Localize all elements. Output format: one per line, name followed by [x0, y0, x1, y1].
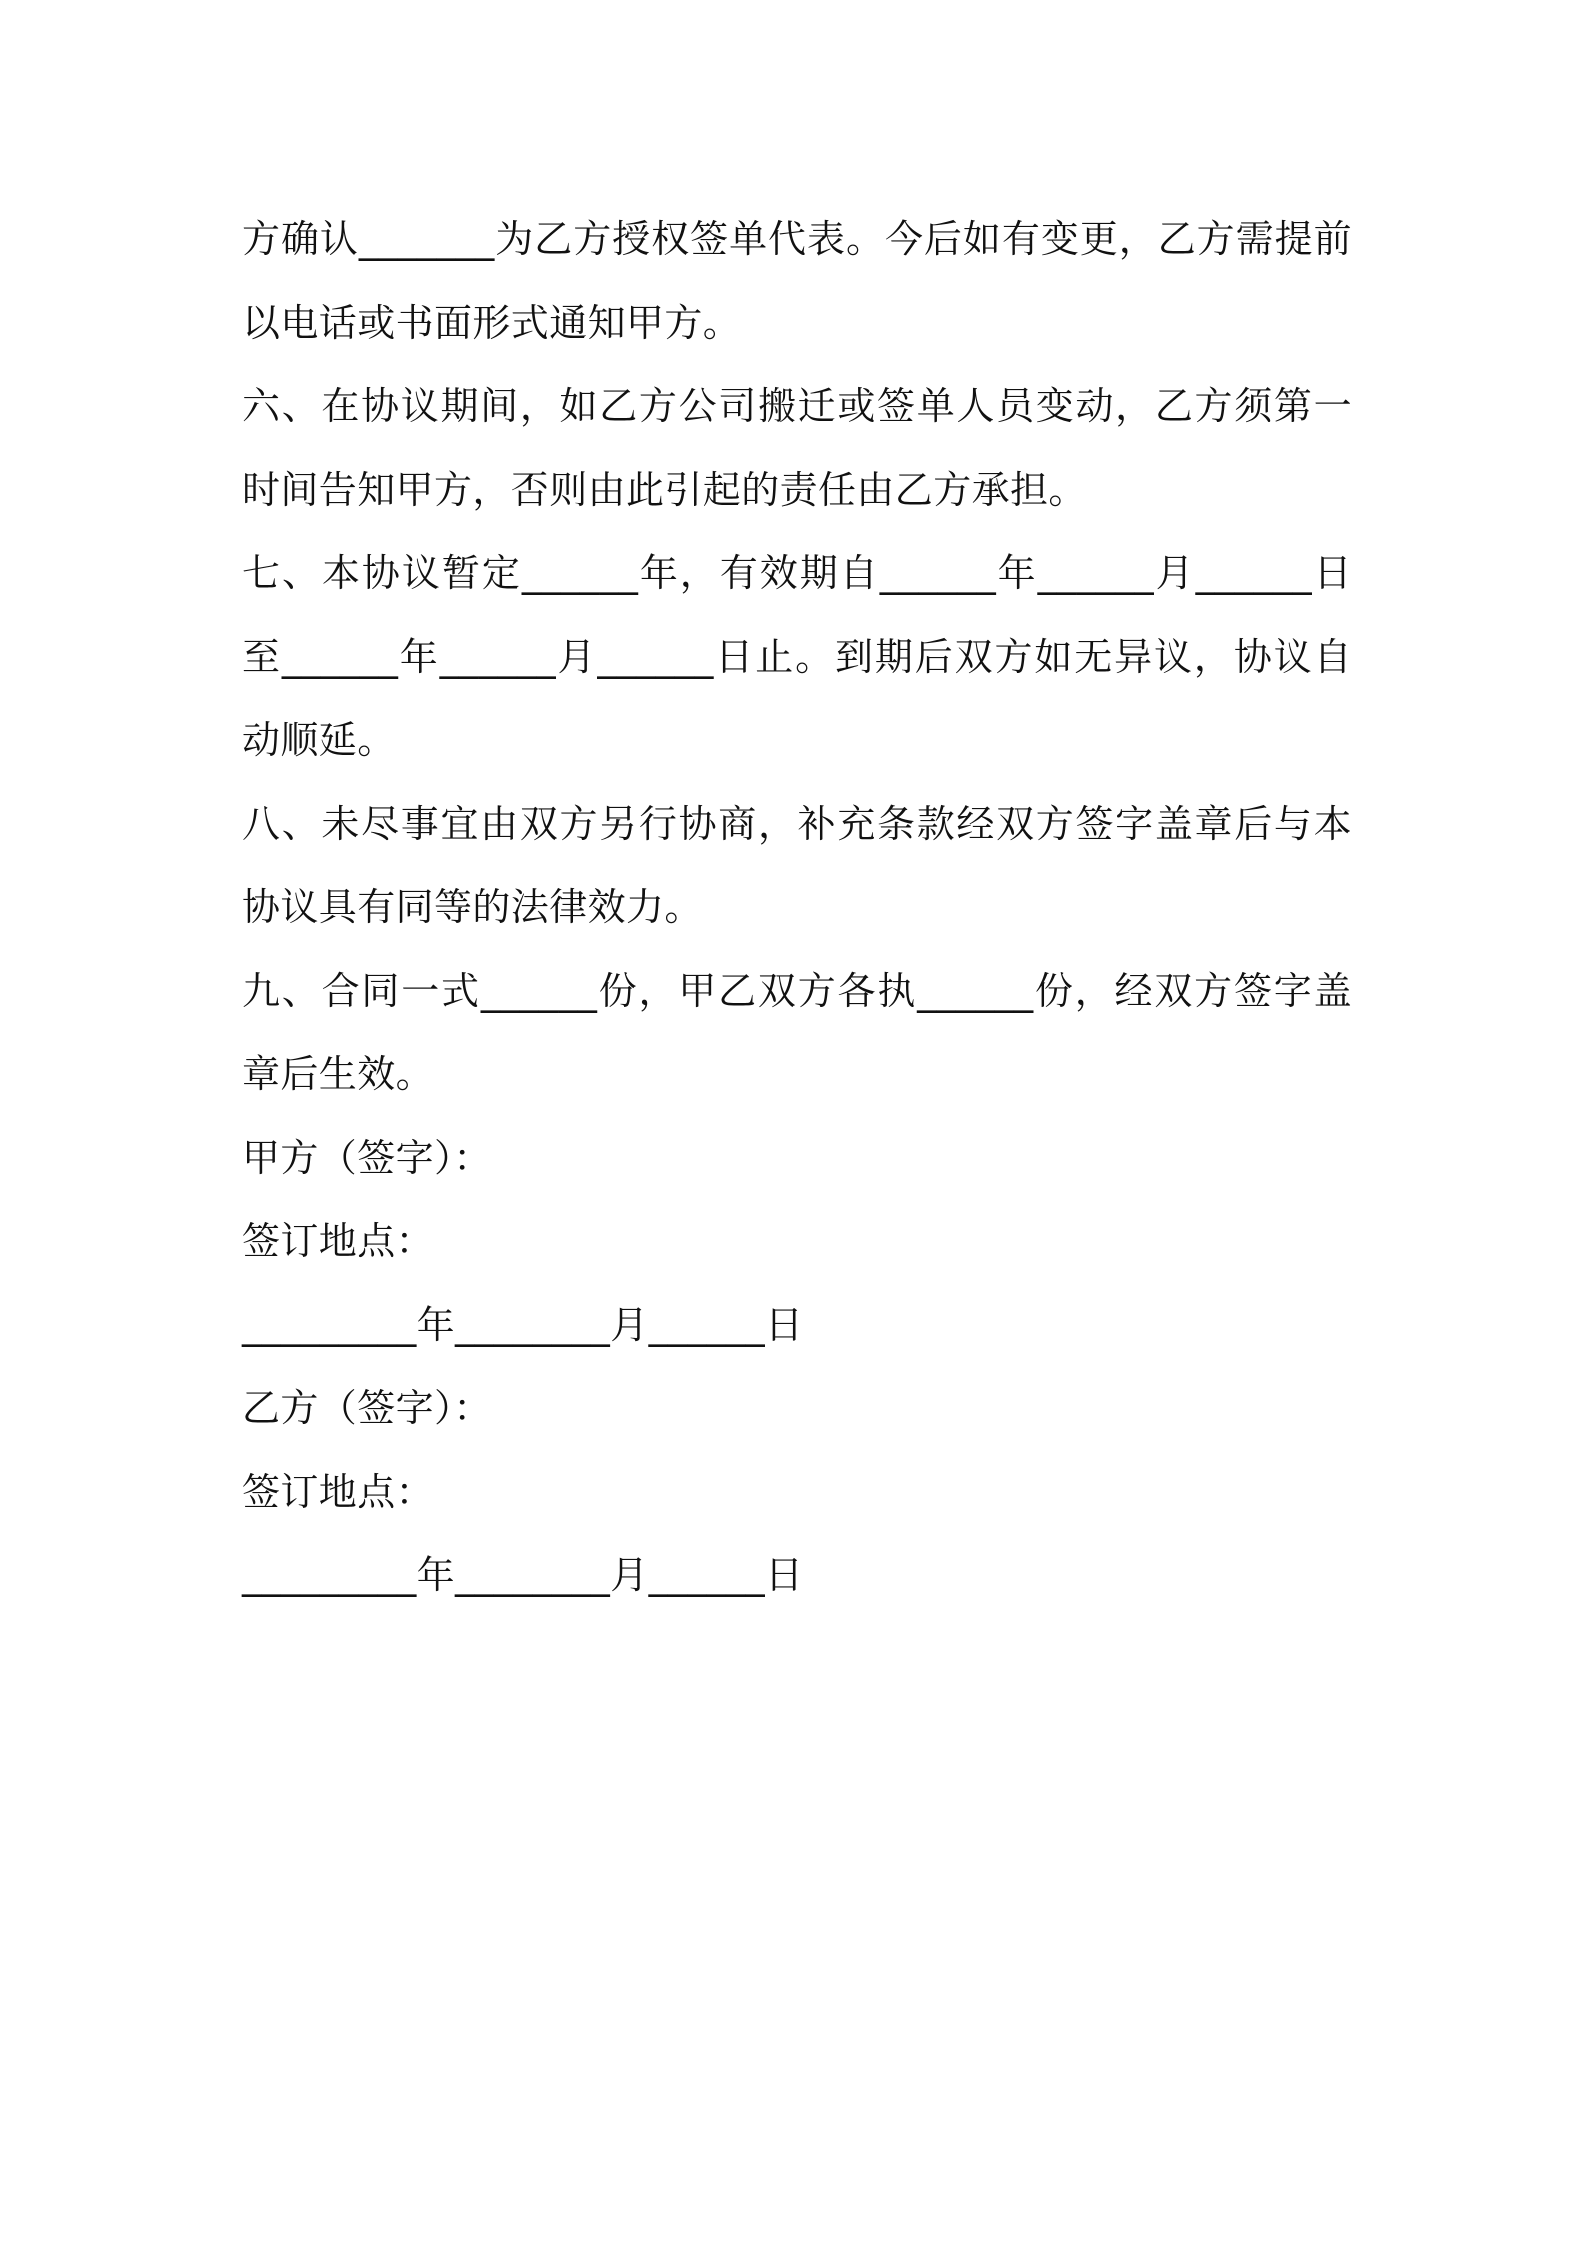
party-a-signature-label: 甲方（签字）：: [242, 1135, 492, 1180]
party-b-signing-place: 签订地点：: [242, 1469, 435, 1514]
party-b-signature-label: 乙方（签字）：: [242, 1386, 492, 1430]
paragraph-clause-seven: 七、本协议暂定______年，有效期自______年______月______日至______年______月______日止。到期后双方如无异议，协议自动顺延。: [242, 551, 1352, 762]
party-a-signing-date: _________年________月______日: [242, 1302, 804, 1347]
paragraph-signing-representative: 方确认_______为乙方授权签单代表。今后如有变更，乙方需提前以电话或书面形式通知甲方。: [242, 217, 1352, 345]
party-b-signing-date: _________年________月______日: [242, 1553, 804, 1597]
paragraph-clause-six: 六、在协议期间，如乙方公司搬迁或签单人员变动，乙方须第一时间告知甲方，否则由此引起的责任由乙方承担。: [242, 384, 1352, 512]
party-a-signing-place: 签订地点：: [242, 1219, 435, 1263]
paragraph-clause-nine: 九、合同一式______份，甲乙双方各执______份，经双方签字盖章后生效。: [242, 968, 1352, 1096]
paragraph-clause-eight: 八、未尽事宜由双方另行协商，补充条款经双方签字盖章后与本协议具有同等的法律效力。: [242, 801, 1352, 929]
document-body: [242, 198, 1352, 1618]
